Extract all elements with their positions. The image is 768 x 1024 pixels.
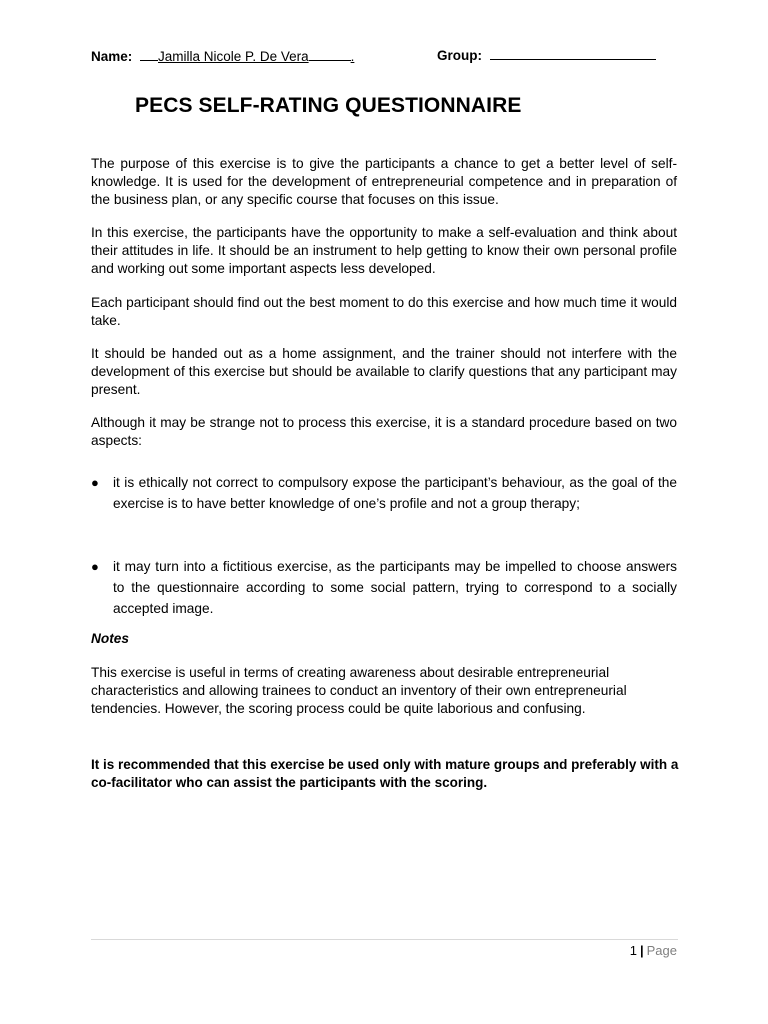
paragraph-home-assignment: It should be handed out as a home assignment, and the trainer should not interfere with the development of this exercise but should be available to clarify questions that any participant may present.	[91, 346, 677, 398]
list-item-text: it may turn into a fictitious exercise, as the participants may be impelled to choose answers to the questionnaire according to some social pattern, trying to correspond to a socially accepted image.	[113, 559, 677, 616]
page-title: PECS SELF-RATING QUESTIONNAIRE	[135, 94, 522, 117]
group-underline	[490, 47, 656, 60]
paragraph-standard-procedure: Although it may be strange not to process this exercise, it is a standard procedure based on two aspects:	[91, 415, 677, 449]
paragraph-purpose: The purpose of this exercise is to give the participants a chance to get a better level of self-knowledge. It is used for the development of entrepreneurial competence and in preparation of the business plan, or any specific course that focuses on this issue.	[91, 156, 677, 208]
footer-divider	[91, 939, 678, 940]
page-separator: |	[639, 943, 644, 958]
recommendation-paragraph: It is recommended that this exercise be used only with mature groups and preferably with a co-facilitator who can assist the participants with the scoring.	[91, 757, 679, 791]
header-line	[91, 47, 681, 64]
paragraph-timing: Each participant should find out the best moment to do this exercise and how much time it would take.	[91, 295, 677, 329]
name-field	[140, 47, 354, 64]
page-word: Page	[646, 943, 677, 958]
name-suffix: .	[350, 49, 355, 64]
list-item-text: it is ethically not correct to compulsory expose the participant’s behaviour, as the goal of the exercise is to have better knowledge of one’s profile and not a group therapy;	[113, 475, 677, 511]
notes-paragraph: This exercise is useful in terms of creating awareness about desirable entrepreneurial characteristics and allowing trainees to conduct an inventory of their own entrepreneurial tendencies. However, the scoring process could be quite laborious and confusing.	[91, 665, 627, 717]
bullet-icon: ●	[91, 559, 99, 574]
notes-heading: Notes	[91, 631, 130, 646]
group-label: Group:	[437, 48, 482, 63]
group-field	[437, 47, 656, 63]
page-footer	[630, 943, 677, 958]
name-label: Name:	[91, 49, 133, 64]
name-underline-trailing	[309, 47, 351, 61]
name-underline-leading	[140, 47, 158, 61]
page-number: 1	[629, 943, 637, 958]
name-value: Jamilla Nicole P. De Vera	[158, 49, 309, 64]
paragraph-self-evaluation: In this exercise, the participants have the opportunity to make a self-evaluation and think about their attitudes in life. It should be an instrument to help getting to know their own personal profile and working out some important aspects less developed.	[91, 225, 677, 277]
bullet-icon: ●	[91, 475, 99, 490]
